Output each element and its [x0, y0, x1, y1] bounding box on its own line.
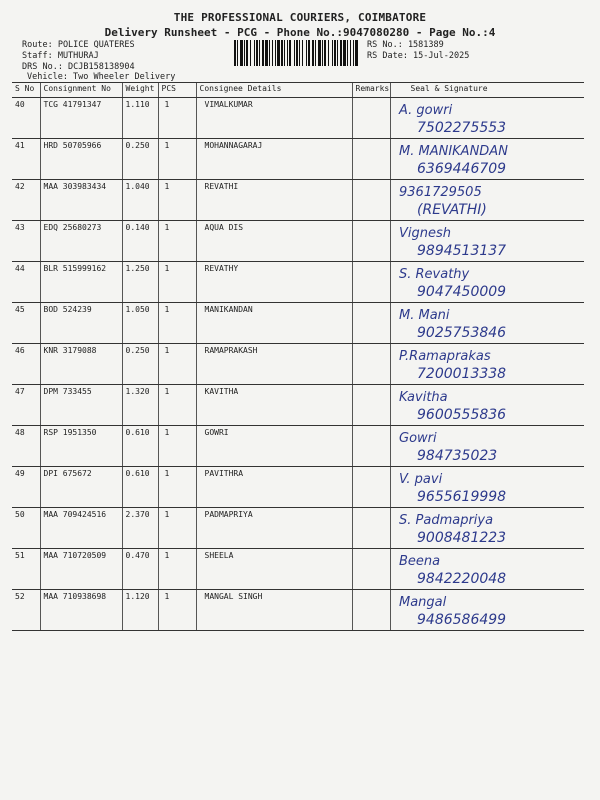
- cell-remarks: [352, 590, 390, 631]
- barcode-bar: [287, 40, 288, 66]
- cell-pcs: 1: [158, 262, 196, 303]
- signature-phone-text: 9655619998: [416, 489, 506, 505]
- cell-consignee: REVATHY: [196, 262, 352, 303]
- cell-consignment-no: HRD 50705966: [40, 139, 122, 180]
- barcode-bar: [322, 40, 323, 66]
- barcode-bar: [275, 40, 276, 66]
- handwritten-signature: [395, 98, 595, 142]
- drs-number: DRS No.: DCJB158138904: [22, 62, 135, 72]
- handwritten-signature: [395, 590, 595, 634]
- barcode-bar: [347, 40, 348, 66]
- barcode-bar: [254, 40, 255, 66]
- barcode-bar: [256, 40, 258, 66]
- barcode-bar: [294, 40, 295, 66]
- barcode-bar: [343, 40, 346, 66]
- col-header-consignee: Consignee Details: [196, 83, 352, 98]
- cell-consignment-no: MAA 710720509: [40, 549, 122, 590]
- table-row: [12, 98, 584, 139]
- runsheet-subtitle: Delivery Runsheet - PCG - Phone No.:9047080280 - Page No.:4: [104, 26, 496, 39]
- cell-sno: 50: [12, 508, 40, 549]
- cell-pcs: 1: [158, 508, 196, 549]
- barcode-bar: [355, 40, 358, 66]
- signature-phone-text: 9486586499: [416, 612, 506, 628]
- barcode-bar: [240, 40, 243, 66]
- table-row: [12, 262, 584, 303]
- vehicle-label: Vehicle: Two Wheeler Delivery: [27, 72, 176, 82]
- cell-consignment-no: TCG 41791347: [40, 98, 122, 139]
- signature-name-text: Kavitha: [398, 390, 448, 405]
- cell-sno: 40: [12, 98, 40, 139]
- cell-sno: 42: [12, 180, 40, 221]
- handwritten-signature: [395, 139, 595, 183]
- signature-name-text: A. gowri: [398, 103, 452, 118]
- cell-sno: 49: [12, 467, 40, 508]
- runsheet-table: [12, 83, 584, 631]
- cell-signature: [390, 221, 584, 262]
- cell-remarks: [352, 262, 390, 303]
- cell-weight: 0.250: [122, 139, 158, 180]
- handwritten-signature: [395, 508, 595, 552]
- barcode-bar: [281, 40, 283, 66]
- cell-consignee: MANIKANDAN: [196, 303, 352, 344]
- cell-consignee: VIMALKUMAR: [196, 98, 352, 139]
- cell-consignee: KAVITHA: [196, 385, 352, 426]
- signature-phone-text: 984735023: [416, 448, 497, 464]
- cell-sno: 43: [12, 221, 40, 262]
- cell-signature: [390, 467, 584, 508]
- cell-remarks: [352, 180, 390, 221]
- cell-signature: [390, 426, 584, 467]
- handwritten-signature: [395, 385, 595, 429]
- cell-weight: 1.320: [122, 385, 158, 426]
- col-header-consignment: Consignment No: [40, 83, 122, 98]
- col-header-signature: Seal & Signature: [390, 83, 584, 98]
- signature-phone-text: 7200013338: [416, 366, 506, 382]
- route-label: Route: POLICE QUATERES: [22, 40, 135, 50]
- cell-consignment-no: BLR 515999162: [40, 262, 122, 303]
- signature-name-text: Vignesh: [398, 226, 451, 241]
- rs-date: RS Date: 15-Jul-2025: [367, 51, 470, 61]
- cell-signature: [390, 508, 584, 549]
- barcode-bar: [308, 40, 310, 66]
- cell-consignment-no: EDQ 25680273: [40, 221, 122, 262]
- handwritten-signature: [395, 467, 595, 511]
- cell-weight: 0.610: [122, 426, 158, 467]
- cell-weight: 1.250: [122, 262, 158, 303]
- cell-consignment-no: DPM 733455: [40, 385, 122, 426]
- barcode-bar: [237, 40, 238, 66]
- signature-name-text: V. pavi: [398, 472, 442, 487]
- cell-consignment-no: KNR 3179088: [40, 344, 122, 385]
- cell-remarks: [352, 549, 390, 590]
- signature-name-text: S. Revathy: [398, 267, 469, 282]
- barcode-bar: [340, 40, 342, 66]
- table-row: [12, 344, 584, 385]
- cell-consignee: RAMAPRAKASH: [196, 344, 352, 385]
- cell-weight: 1.120: [122, 590, 158, 631]
- cell-remarks: [352, 139, 390, 180]
- cell-pcs: 1: [158, 98, 196, 139]
- barcode-bar: [324, 40, 326, 66]
- col-header-sno: S No: [12, 83, 40, 98]
- cell-consignment-no: RSP 1951350: [40, 426, 122, 467]
- cell-pcs: 1: [158, 221, 196, 262]
- cell-pcs: 1: [158, 426, 196, 467]
- cell-sno: 51: [12, 549, 40, 590]
- cell-weight: 1.050: [122, 303, 158, 344]
- barcode-bar: [234, 40, 236, 66]
- signature-name-text: Beena: [398, 554, 440, 569]
- handwritten-signature: [395, 221, 595, 265]
- cell-remarks: [352, 303, 390, 344]
- barcode-bar: [250, 40, 251, 66]
- barcode-bar: [299, 40, 300, 66]
- signature-phone-text: (REVATHI): [416, 202, 487, 218]
- cell-sno: 48: [12, 426, 40, 467]
- barcode-bar: [277, 40, 280, 66]
- cell-pcs: 1: [158, 344, 196, 385]
- cell-signature: [390, 262, 584, 303]
- barcode-bar: [296, 40, 298, 66]
- cell-remarks: [352, 221, 390, 262]
- cell-sno: 52: [12, 590, 40, 631]
- cell-sno: 47: [12, 385, 40, 426]
- cell-consignment-no: MAA 303983434: [40, 180, 122, 221]
- barcode-bar: [334, 40, 336, 66]
- cell-remarks: [352, 385, 390, 426]
- barcode-bar: [332, 40, 333, 66]
- signature-phone-text: 6369446709: [416, 161, 506, 177]
- table-row: [12, 303, 584, 344]
- signature-name-text: M. MANIKANDAN: [398, 144, 508, 159]
- cell-weight: 0.140: [122, 221, 158, 262]
- signature-name-text: 9361729505: [398, 185, 482, 200]
- cell-weight: 0.250: [122, 344, 158, 385]
- handwritten-signature: [395, 426, 595, 470]
- barcode-bar: [284, 40, 285, 66]
- cell-signature: [390, 303, 584, 344]
- table-header-row: [12, 83, 584, 98]
- barcode-bar: [328, 40, 329, 66]
- col-header-weight: Weight: [122, 83, 158, 98]
- barcode-bar: [289, 40, 291, 66]
- cell-remarks: [352, 98, 390, 139]
- barcode-bar: [246, 40, 248, 66]
- cell-remarks: [352, 426, 390, 467]
- cell-pcs: 1: [158, 385, 196, 426]
- cell-weight: 1.110: [122, 98, 158, 139]
- cell-consignment-no: MAA 710938698: [40, 590, 122, 631]
- signature-name-text: M. Mani: [398, 308, 450, 323]
- barcode-bar: [306, 40, 307, 66]
- cell-sno: 44: [12, 262, 40, 303]
- cell-pcs: 1: [158, 180, 196, 221]
- barcode-bar: [259, 40, 260, 66]
- barcode-image: [234, 40, 358, 66]
- barcode-bar: [318, 40, 321, 66]
- cell-pcs: 1: [158, 590, 196, 631]
- cell-signature: [390, 590, 584, 631]
- handwritten-signature: [395, 262, 595, 306]
- handwritten-signature: [395, 344, 595, 388]
- barcode-bar: [269, 40, 270, 66]
- cell-signature: [390, 549, 584, 590]
- cell-sno: 45: [12, 303, 40, 344]
- cell-sno: 46: [12, 344, 40, 385]
- cell-pcs: 1: [158, 303, 196, 344]
- signature-phone-text: 9600555836: [416, 407, 506, 423]
- cell-pcs: 1: [158, 467, 196, 508]
- table-row: [12, 467, 584, 508]
- cell-consignment-no: MAA 709424516: [40, 508, 122, 549]
- cell-consignee: PADMAPRIYA: [196, 508, 352, 549]
- handwritten-signature: [395, 180, 595, 224]
- cell-remarks: [352, 344, 390, 385]
- cell-sno: 41: [12, 139, 40, 180]
- signature-name-text: Gowri: [398, 431, 437, 446]
- signature-phone-text: 9894513137: [416, 243, 506, 259]
- table-row: [12, 426, 584, 467]
- cell-consignee: AQUA DIS: [196, 221, 352, 262]
- barcode-bar: [262, 40, 264, 66]
- signature-phone-text: 9047450009: [416, 284, 506, 300]
- table-row: [12, 139, 584, 180]
- signature-phone-text: 9025753846: [416, 325, 506, 341]
- barcode-bar: [244, 40, 245, 66]
- signature-phone-text: 9008481223: [416, 530, 506, 546]
- cell-weight: 2.370: [122, 508, 158, 549]
- cell-consignee: SHEELA: [196, 549, 352, 590]
- barcode-bar: [315, 40, 316, 66]
- signature-name-text: S. Padmapriya: [398, 513, 493, 528]
- cell-consignee: MOHANNAGARAJ: [196, 139, 352, 180]
- cell-remarks: [352, 508, 390, 549]
- handwritten-signature: [395, 549, 595, 593]
- cell-signature: [390, 180, 584, 221]
- barcode-bar: [353, 40, 354, 66]
- barcode-bar: [265, 40, 268, 66]
- handwritten-signature: [395, 303, 595, 347]
- cell-weight: 0.610: [122, 467, 158, 508]
- cell-consignment-no: BOD 524239: [40, 303, 122, 344]
- cell-remarks: [352, 467, 390, 508]
- col-header-remarks: Remarks: [352, 83, 390, 98]
- signature-phone-text: 9842220048: [416, 571, 506, 587]
- cell-signature: [390, 98, 584, 139]
- barcode-bar: [302, 40, 303, 66]
- cell-weight: 1.040: [122, 180, 158, 221]
- table-row: [12, 221, 584, 262]
- table-row: [12, 590, 584, 631]
- rs-number: RS No.: 1581389: [367, 40, 444, 50]
- cell-consignee: PAVITHRA: [196, 467, 352, 508]
- cell-signature: [390, 139, 584, 180]
- table-row: [12, 508, 584, 549]
- barcode-bar: [350, 40, 351, 66]
- barcode-bar: [272, 40, 273, 66]
- staff-label: Staff: MUTHURAJ: [22, 51, 99, 61]
- table-row: [12, 385, 584, 426]
- cell-consignee: REVATHI: [196, 180, 352, 221]
- cell-weight: 0.470: [122, 549, 158, 590]
- table-row: [12, 549, 584, 590]
- barcode-bar: [337, 40, 338, 66]
- cell-consignee: MANGAL SINGH: [196, 590, 352, 631]
- cell-signature: [390, 385, 584, 426]
- signature-name-text: P.Ramaprakas: [398, 349, 491, 364]
- company-title: THE PROFESSIONAL COURIERS, COIMBATORE: [173, 11, 427, 24]
- table-row: [12, 180, 584, 221]
- signature-phone-text: 7502275553: [416, 120, 506, 136]
- barcode-bar: [312, 40, 314, 66]
- cell-consignee: GOWRI: [196, 426, 352, 467]
- cell-consignment-no: DPI 675672: [40, 467, 122, 508]
- signature-name-text: Mangal: [398, 595, 446, 610]
- col-header-pcs: PCS: [158, 83, 196, 98]
- cell-signature: [390, 344, 584, 385]
- cell-pcs: 1: [158, 549, 196, 590]
- cell-pcs: 1: [158, 139, 196, 180]
